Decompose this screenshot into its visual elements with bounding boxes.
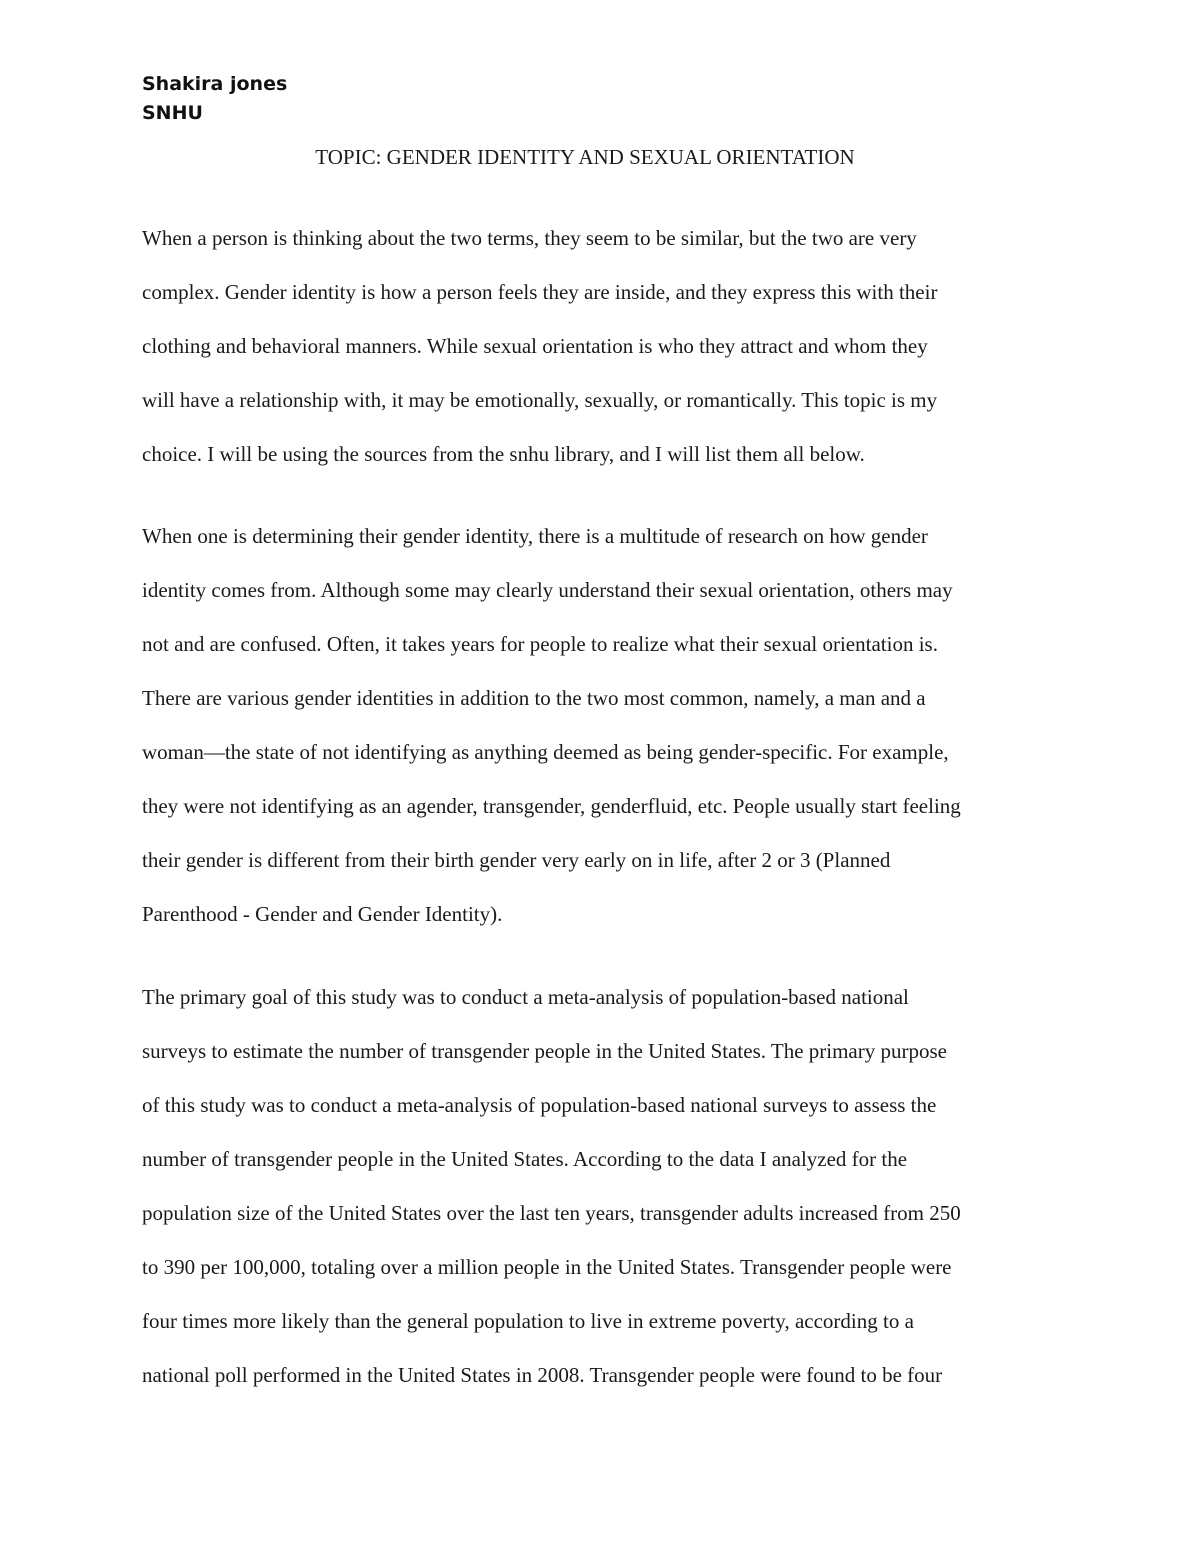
paragraph-line: not and are confused. Often, it takes years for people to realize what their sexual orientation is.	[142, 632, 938, 656]
paragraph-line: surveys to estimate the number of transgender people in the United States. The primary purpose	[142, 1039, 947, 1063]
paragraph-line: population size of the United States over the last ten years, transgender adults increased from 250	[142, 1201, 961, 1225]
author-header	[142, 70, 287, 128]
paragraph-line: clothing and behavioral manners. While sexual orientation is who they attract and whom they	[142, 334, 928, 358]
paragraph-line: When one is determining their gender identity, there is a multitude of research on how gender	[142, 524, 928, 548]
paragraph-line: There are various gender identities in addition to the two most common, namely, a man and a	[142, 686, 926, 710]
paragraph-line: woman—the state of not identifying as anything deemed as being gender-specific. For example,	[142, 740, 949, 764]
author-name: Shakira jones	[142, 73, 288, 95]
paragraph-line: number of transgender people in the United States. According to the data I analyzed for the	[142, 1147, 908, 1171]
paragraph-line: their gender is different from their birth gender very early on in life, after 2 or 3 (Planned	[142, 848, 891, 872]
institution-name: SNHU	[142, 102, 203, 124]
paragraph-line: to 390 per 100,000, totaling over a million people in the United States. Transgender people were	[142, 1255, 952, 1279]
paragraph-line: identity comes from. Although some may clearly understand their sexual orientation, others may	[142, 578, 953, 602]
paragraph-line: national poll performed in the United States in 2008. Transgender people were found to be four	[142, 1363, 943, 1387]
paragraph-line: Parenthood - Gender and Gender Identity).	[142, 902, 503, 926]
paragraph-line: complex. Gender identity is how a person feels they are inside, and they express this with their	[142, 280, 938, 304]
paragraph-line: The primary goal of this study was to conduct a meta-analysis of population-based national	[142, 985, 909, 1009]
paragraph-line: of this study was to conduct a meta-analysis of population-based national surveys to assess the	[142, 1093, 937, 1117]
paragraph-line: will have a relationship with, it may be emotionally, sexually, or romantically. This topic is my	[142, 388, 938, 412]
paragraph-line: choice. I will be using the sources from the snhu library, and I will list them all below.	[142, 442, 865, 466]
paragraph-line: When a person is thinking about the two terms, they seem to be similar, but the two are very	[142, 226, 917, 250]
paragraph-line: four times more likely than the general population to live in extreme poverty, according to a	[142, 1309, 914, 1333]
paragraph-line: they were not identifying as an agender, transgender, genderfluid, etc. People usually start feeling	[142, 794, 961, 818]
document-title: TOPIC: GENDER IDENTITY AND SEXUAL ORIENTATION	[315, 145, 855, 169]
